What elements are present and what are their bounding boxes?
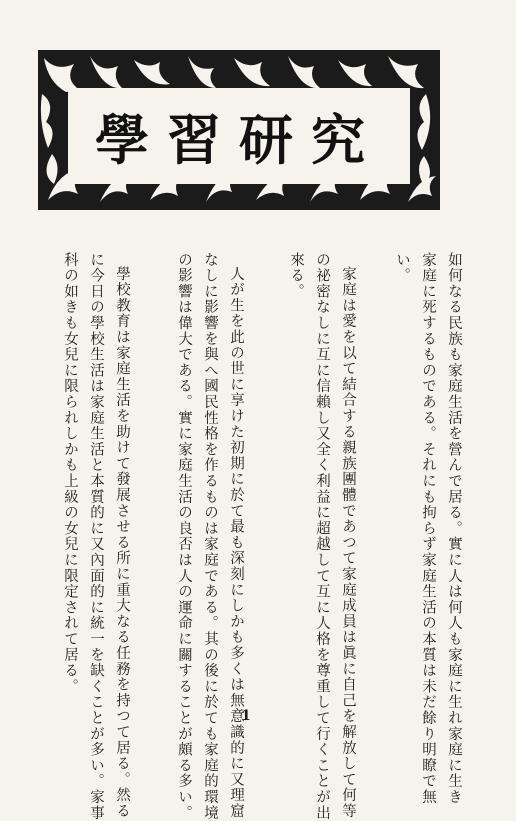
text-column: なしに影響を與へ國民性格を作るものは家庭である。其の後に於ても家庭的環境: [202, 252, 218, 821]
page-number: 1: [241, 708, 251, 724]
page-title: 學習研究: [95, 107, 383, 172]
text-column: に今日の學校生活は家庭生活と本質的に又內面的に統一を缺くことが多い。家事: [88, 252, 104, 821]
header-banner: [38, 50, 440, 210]
text-column: 來る。: [288, 252, 304, 300]
text-column: 如何なる民族も家庭生活を營んで居る。實に人は何人も家庭に生れ家庭に生き: [446, 252, 462, 805]
text-column: 科の如きも女兒に限られしかも上級の女兒に限定されて居る。: [62, 252, 78, 695]
text-column: 學校教育は家庭生活を助けて發展させる所に重大なる任務を持つて居る。然る: [114, 266, 130, 819]
text-column: 家庭は愛を以て結合する親族團體であつて家庭成員は眞に自己を解放して何等: [340, 266, 356, 819]
text-column: 家庭に死するものである。それにも拘らず家庭生活の本質は未だ餘り明瞭で無: [420, 252, 436, 805]
text-column: い。: [394, 252, 410, 284]
text-column: の影響は偉大である。實に家庭生活の良否は人の運命に關することが頗る多い。: [176, 252, 192, 821]
title-panel: [68, 88, 410, 184]
text-column: の祕密なしに互に信賴し又全く利益に超越して互に人格を尊重して行くことが出: [314, 252, 330, 821]
text-column: 人が生を此の世に享けた初期に於て最も深刻にしかも多くは無意識的に又理窟: [228, 266, 244, 819]
